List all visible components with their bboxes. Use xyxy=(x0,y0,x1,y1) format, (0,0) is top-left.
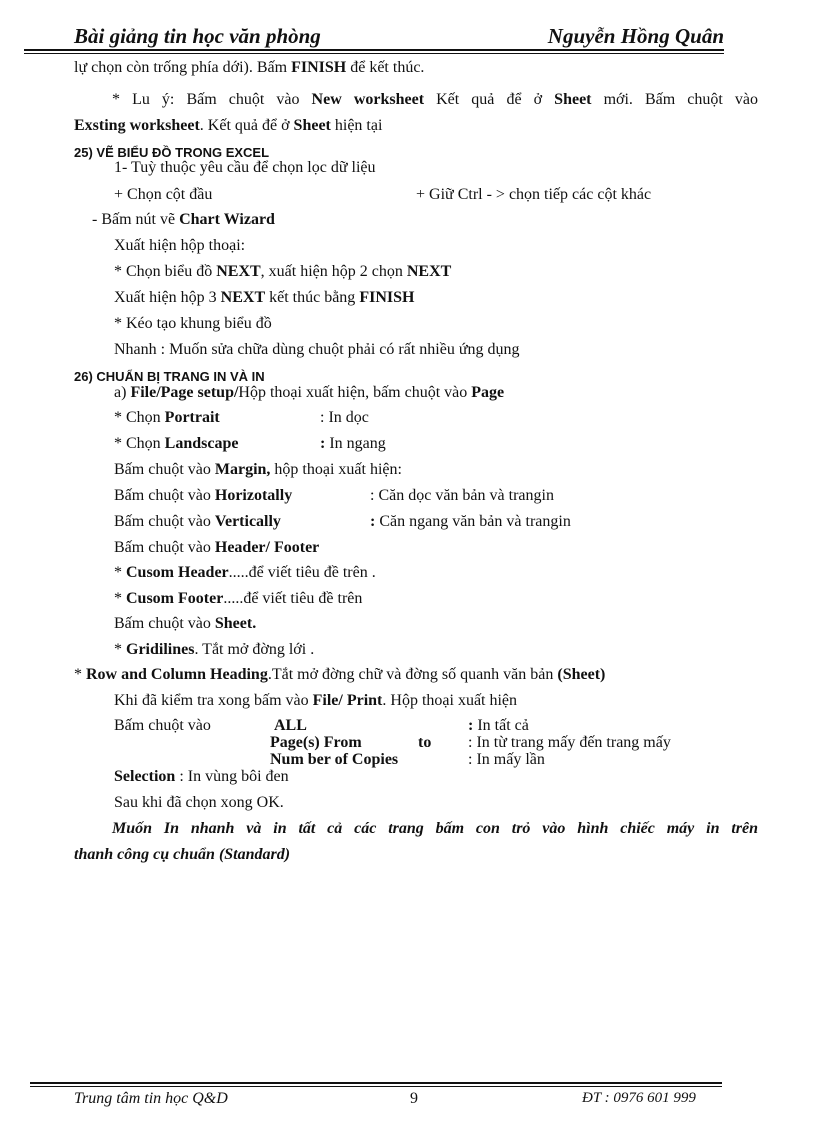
text-run: * xyxy=(74,666,86,683)
text-run: Xuất hiện hộp 3 xyxy=(114,289,221,306)
text-run: .....để viết tiêu đề trên xyxy=(223,590,363,607)
footer-rule-thin xyxy=(30,1086,722,1087)
body-line: Xuất hiện hộp thoại: xyxy=(114,237,246,254)
page-number: 9 xyxy=(410,1090,418,1107)
header-title: Bài giảng tin học văn phòng xyxy=(74,24,321,48)
body-line xyxy=(114,512,281,532)
body-line xyxy=(320,434,386,454)
body-line xyxy=(418,733,431,753)
body-line xyxy=(114,767,289,787)
body-line xyxy=(92,210,275,230)
bold-term: New worksheet xyxy=(311,91,425,108)
section-heading-26: 26) CHUẨN BỊ TRANG IN VÀ IN xyxy=(74,369,265,384)
bold-term: Header/ Footer xyxy=(214,539,320,556)
text-run: a) xyxy=(114,384,131,401)
text-run: Căn ngang văn bản và trangin xyxy=(375,513,571,530)
text-run: . Kết quả để ở xyxy=(199,117,294,134)
text-run: * Lu ý: Bấm chuột vào xyxy=(112,91,312,108)
text-run: * xyxy=(114,564,126,581)
body-line: : In dọc xyxy=(320,409,369,426)
bold-term: Page(s) From xyxy=(270,734,362,751)
bold-term: Sheet xyxy=(293,117,331,134)
bold-term: Margin, xyxy=(214,461,271,478)
bold-term: Gridilines xyxy=(126,641,195,658)
text-run: * xyxy=(114,590,126,607)
bold-term: to xyxy=(418,734,432,751)
body-line: 1- Tuỳ thuộc yêu cầu để chọn lọc dữ liệu xyxy=(114,159,376,176)
bold-term: Vertically xyxy=(214,513,281,530)
text-run: Bấm chuột vào xyxy=(114,461,215,478)
text-run: - Bấm nút vẽ xyxy=(92,211,180,228)
body-line: : In từ trang mấy đến trang mấy xyxy=(468,734,671,751)
text-run: mới. Bấm chuột vào xyxy=(591,91,759,108)
bold-term: File/Page setup/ xyxy=(130,384,239,401)
bold-term: Page xyxy=(471,384,505,401)
body-line xyxy=(114,262,451,282)
bold-term: Selection xyxy=(114,768,176,785)
body-line xyxy=(114,563,376,583)
bold-term: Exsting worksheet xyxy=(74,117,200,134)
text-run: lự chọn còn trống phía dới). Bấm xyxy=(74,59,292,76)
body-line xyxy=(112,90,758,110)
bold-term: Row and Column Heading xyxy=(86,666,268,683)
bold-term: Landscape xyxy=(164,435,239,452)
bold-term: NEXT xyxy=(216,263,261,280)
text-run: để kết thúc. xyxy=(346,59,425,76)
body-line: Bấm chuột vào xyxy=(114,717,211,734)
text-run: In ngang xyxy=(325,435,386,452)
text-run: . Tắt mở đờng lới . xyxy=(194,641,315,658)
section-heading-25: 25) VẼ BIỂU ĐỒ TRONG EXCEL xyxy=(74,145,270,160)
bold-term: Chart Wizard xyxy=(179,211,275,228)
bold-term: Portrait xyxy=(164,409,220,426)
text-run: Khi đã kiểm tra xong bấm vào xyxy=(114,692,313,709)
bold-term: : xyxy=(320,435,326,452)
text-run: Hộp thoại xuất hiện, bấm chuột vào xyxy=(238,384,472,401)
bold-term: NEXT xyxy=(220,289,266,306)
body-line xyxy=(114,486,292,506)
text-run: Bấm chuột vào xyxy=(114,615,215,632)
body-line: Sau khi đã chọn xong OK. xyxy=(114,794,284,811)
bold-term: FINISH xyxy=(359,289,415,306)
text-run: , xuất hiện hộp 2 chọn xyxy=(260,263,407,280)
body-line xyxy=(114,589,362,609)
bold-term: (Sheet) xyxy=(557,666,606,683)
body-line xyxy=(74,58,424,78)
text-run: hộp thoại xuất hiện: xyxy=(270,461,402,478)
bold-term: Cusom Footer xyxy=(126,590,224,607)
text-run: . Hộp thoại xuất hiện xyxy=(382,692,518,709)
header-rule xyxy=(24,49,724,51)
bold-term: : xyxy=(468,717,474,734)
body-line: + Chọn cột đầu xyxy=(114,186,213,203)
text-run: In tất cả xyxy=(473,717,529,734)
emphasis-paragraph-end: thanh công cụ chuẩn (Standard) xyxy=(74,846,291,863)
text-run: hiện tại xyxy=(330,117,383,134)
text-run: kết thúc bằng xyxy=(265,289,360,306)
text-run: Bấm chuột vào xyxy=(114,513,215,530)
bold-term: NEXT xyxy=(406,263,452,280)
body-line xyxy=(114,288,414,308)
bold-term: ALL xyxy=(274,717,307,734)
body-line xyxy=(74,665,605,685)
body-line xyxy=(114,434,238,454)
text-run: * Chọn xyxy=(114,409,165,426)
body-line xyxy=(370,512,571,532)
body-line: + Giữ Ctrl - > chọn tiếp các cột khác xyxy=(416,186,652,203)
bold-term: Sheet xyxy=(554,91,592,108)
bold-term: FINISH xyxy=(291,59,347,76)
header-author: Nguyễn Hồng Quân xyxy=(547,24,724,48)
text-run: * xyxy=(114,641,126,658)
body-line: : Căn dọc văn bản và trangin xyxy=(370,487,554,504)
footer-rule xyxy=(30,1082,722,1084)
body-line: Nhanh : Muốn sửa chữa dùng chuột phải có rất nhiều ứng dụng xyxy=(114,341,520,358)
header-rule-thin xyxy=(24,53,724,54)
footer-center-name: Trung tâm tin học Q&D xyxy=(74,1090,228,1107)
text-run: .Tắt mở đờng chữ và đờng số quanh văn bản xyxy=(267,666,558,683)
text-run: * Chọn biểu đồ xyxy=(114,263,217,280)
body-line xyxy=(74,116,382,136)
body-line xyxy=(114,691,517,711)
body-line xyxy=(270,750,398,770)
body-line xyxy=(114,383,504,403)
bold-term: : xyxy=(370,513,376,530)
text-run: Bấm chuột vào xyxy=(114,487,215,504)
emphasis-paragraph: Muốn In nhanh và in tất cả các trang bấm con trỏ vào hình chiếc máy in trên xyxy=(112,820,758,837)
bold-term: Num ber of Copies xyxy=(270,751,399,768)
text-run: Bấm chuột vào xyxy=(114,539,215,556)
text-run: .....để viết tiêu đề trên . xyxy=(228,564,376,581)
body-line xyxy=(114,538,319,558)
body-line xyxy=(114,640,314,660)
body-line: : In mấy lần xyxy=(468,751,545,768)
text-run: * Chọn xyxy=(114,435,165,452)
body-line: * Kéo tạo khung biểu đồ xyxy=(114,315,272,332)
body-line xyxy=(114,408,220,428)
body-line xyxy=(114,460,402,480)
bold-term: Cusom Header xyxy=(126,564,229,581)
text-run: Kết quả để ở xyxy=(424,91,555,108)
bold-term: File/ Print xyxy=(312,692,383,709)
footer-phone: ĐT : 0976 601 999 xyxy=(582,1090,696,1106)
text-run: : In vùng bôi đen xyxy=(175,768,289,785)
bold-term: Horizotally xyxy=(214,487,293,504)
body-line xyxy=(114,614,256,634)
bold-term: Sheet. xyxy=(214,615,257,632)
